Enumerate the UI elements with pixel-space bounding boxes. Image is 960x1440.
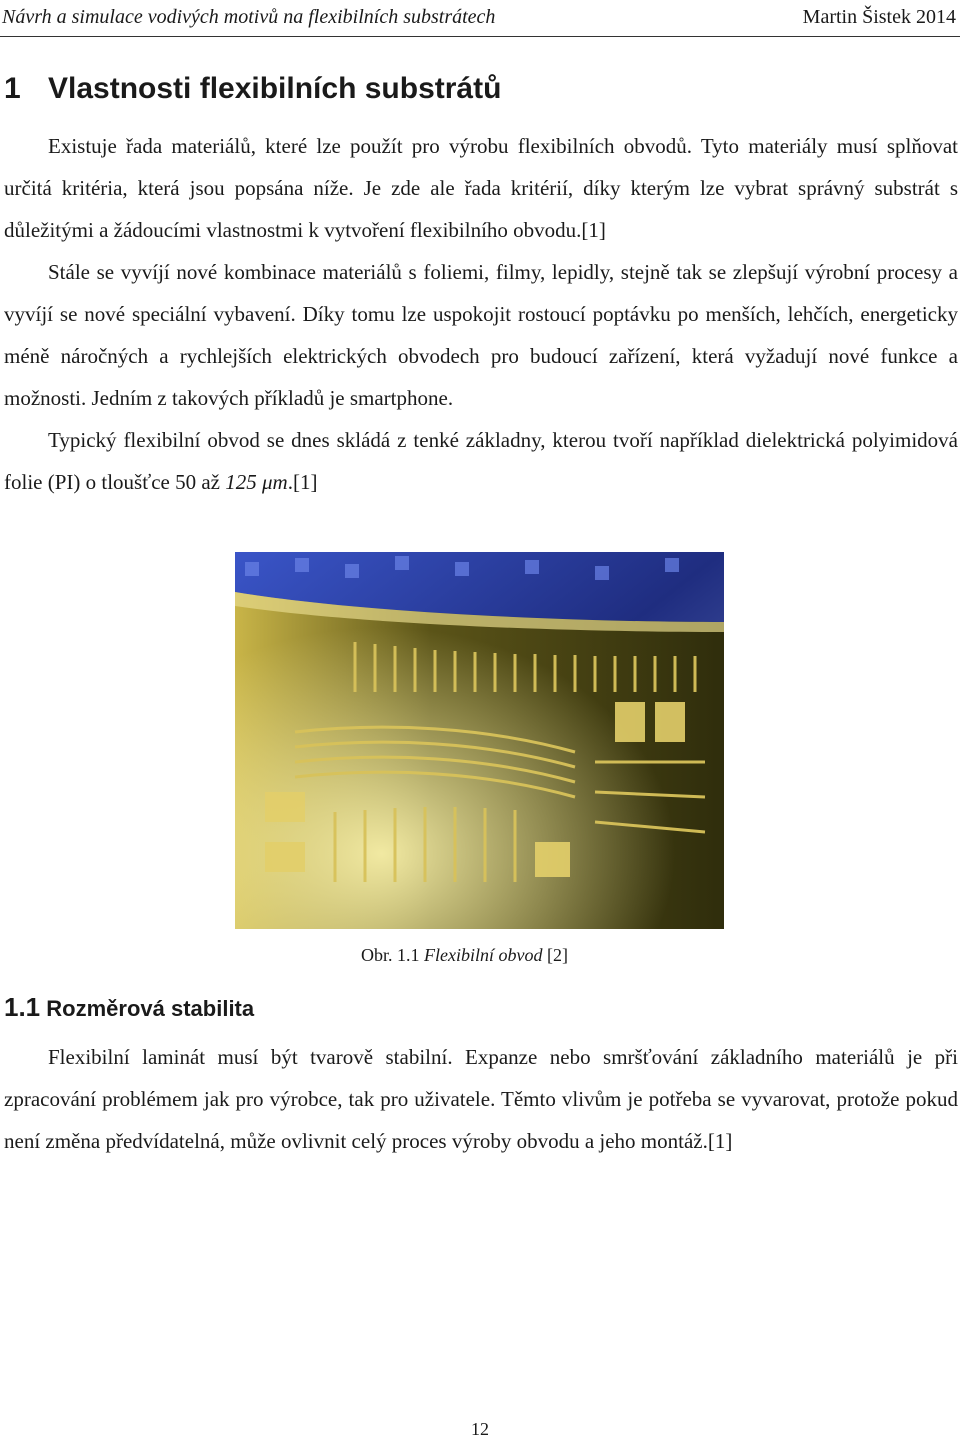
header-title: Návrh a simulace vodivých motivů na flexibilních substrátech	[2, 6, 496, 28]
header-author-year: Martin Šistek 2014	[802, 6, 956, 28]
subsection-title: Rozměrová stabilita	[46, 996, 255, 1021]
subsection-body	[4, 1036, 958, 1162]
caption-prefix: Obr. 1.1	[361, 945, 424, 965]
citation: .[1]	[287, 470, 318, 494]
thickness-value: 125 μm	[225, 470, 288, 494]
section-heading	[4, 70, 501, 108]
paragraph	[4, 419, 958, 503]
subsection-number: 1.1	[4, 992, 41, 1022]
header-rule	[0, 36, 960, 37]
section-number: 1	[4, 72, 21, 105]
caption-title: Flexibilní obvod	[424, 945, 543, 965]
caption-ref: [2]	[542, 945, 568, 965]
paragraph-text: Typický flexibilní obvod se dnes skládá z tenké základny, kterou tvoří například dielektrická polyimidová folie (PI) o tloušťce 50 až	[4, 428, 958, 494]
page-header	[0, 2, 960, 32]
subsection-heading	[4, 990, 254, 1026]
paragraph: Existuje řada materiálů, které lze použít pro výrobu flexibilních obvodů. Tyto materiály musí splňovat určitá kritéria, která jsou popsána níže. Je zde ale řada kritérií, díky kterým lze vybrat správný substrát s důležitými a žádoucími vlastnostmi k vytvoření flexibilního obvodu.[1]	[4, 134, 958, 242]
page-number: 12	[471, 1419, 489, 1439]
section-body	[4, 125, 958, 503]
paragraph: Flexibilní laminát musí být tvarově stabilní. Expanze nebo smršťování základního materiálů je při zpracování problémem jak pro výrobce, tak pro uživatele. Těmto vlivům je potřeba se vyvarovat, protože pokud není změna předvídatelná, může ovlivnit celý proces výroby obvodu a jeho montáž.[1]	[4, 1045, 958, 1153]
paragraph: Stále se vyvíjí nové kombinace materiálů s foliemi, filmy, lepidly, stejně tak se zlepšují výrobní procesy a vyvíjí se nové speciální vybavení. Díky tomu lze uspokojit rostoucí poptávku po menších, lehčích, energeticky méně náročných a rychlejších elektrických obvodech pro budoucí zařízení, která vyžadují nové funkce a možnosti. Jedním z takových příkladů je smartphone.	[4, 260, 958, 410]
section-title: Vlastnosti flexibilních substrátů	[48, 72, 502, 105]
flexible-circuit-photo	[235, 552, 724, 929]
